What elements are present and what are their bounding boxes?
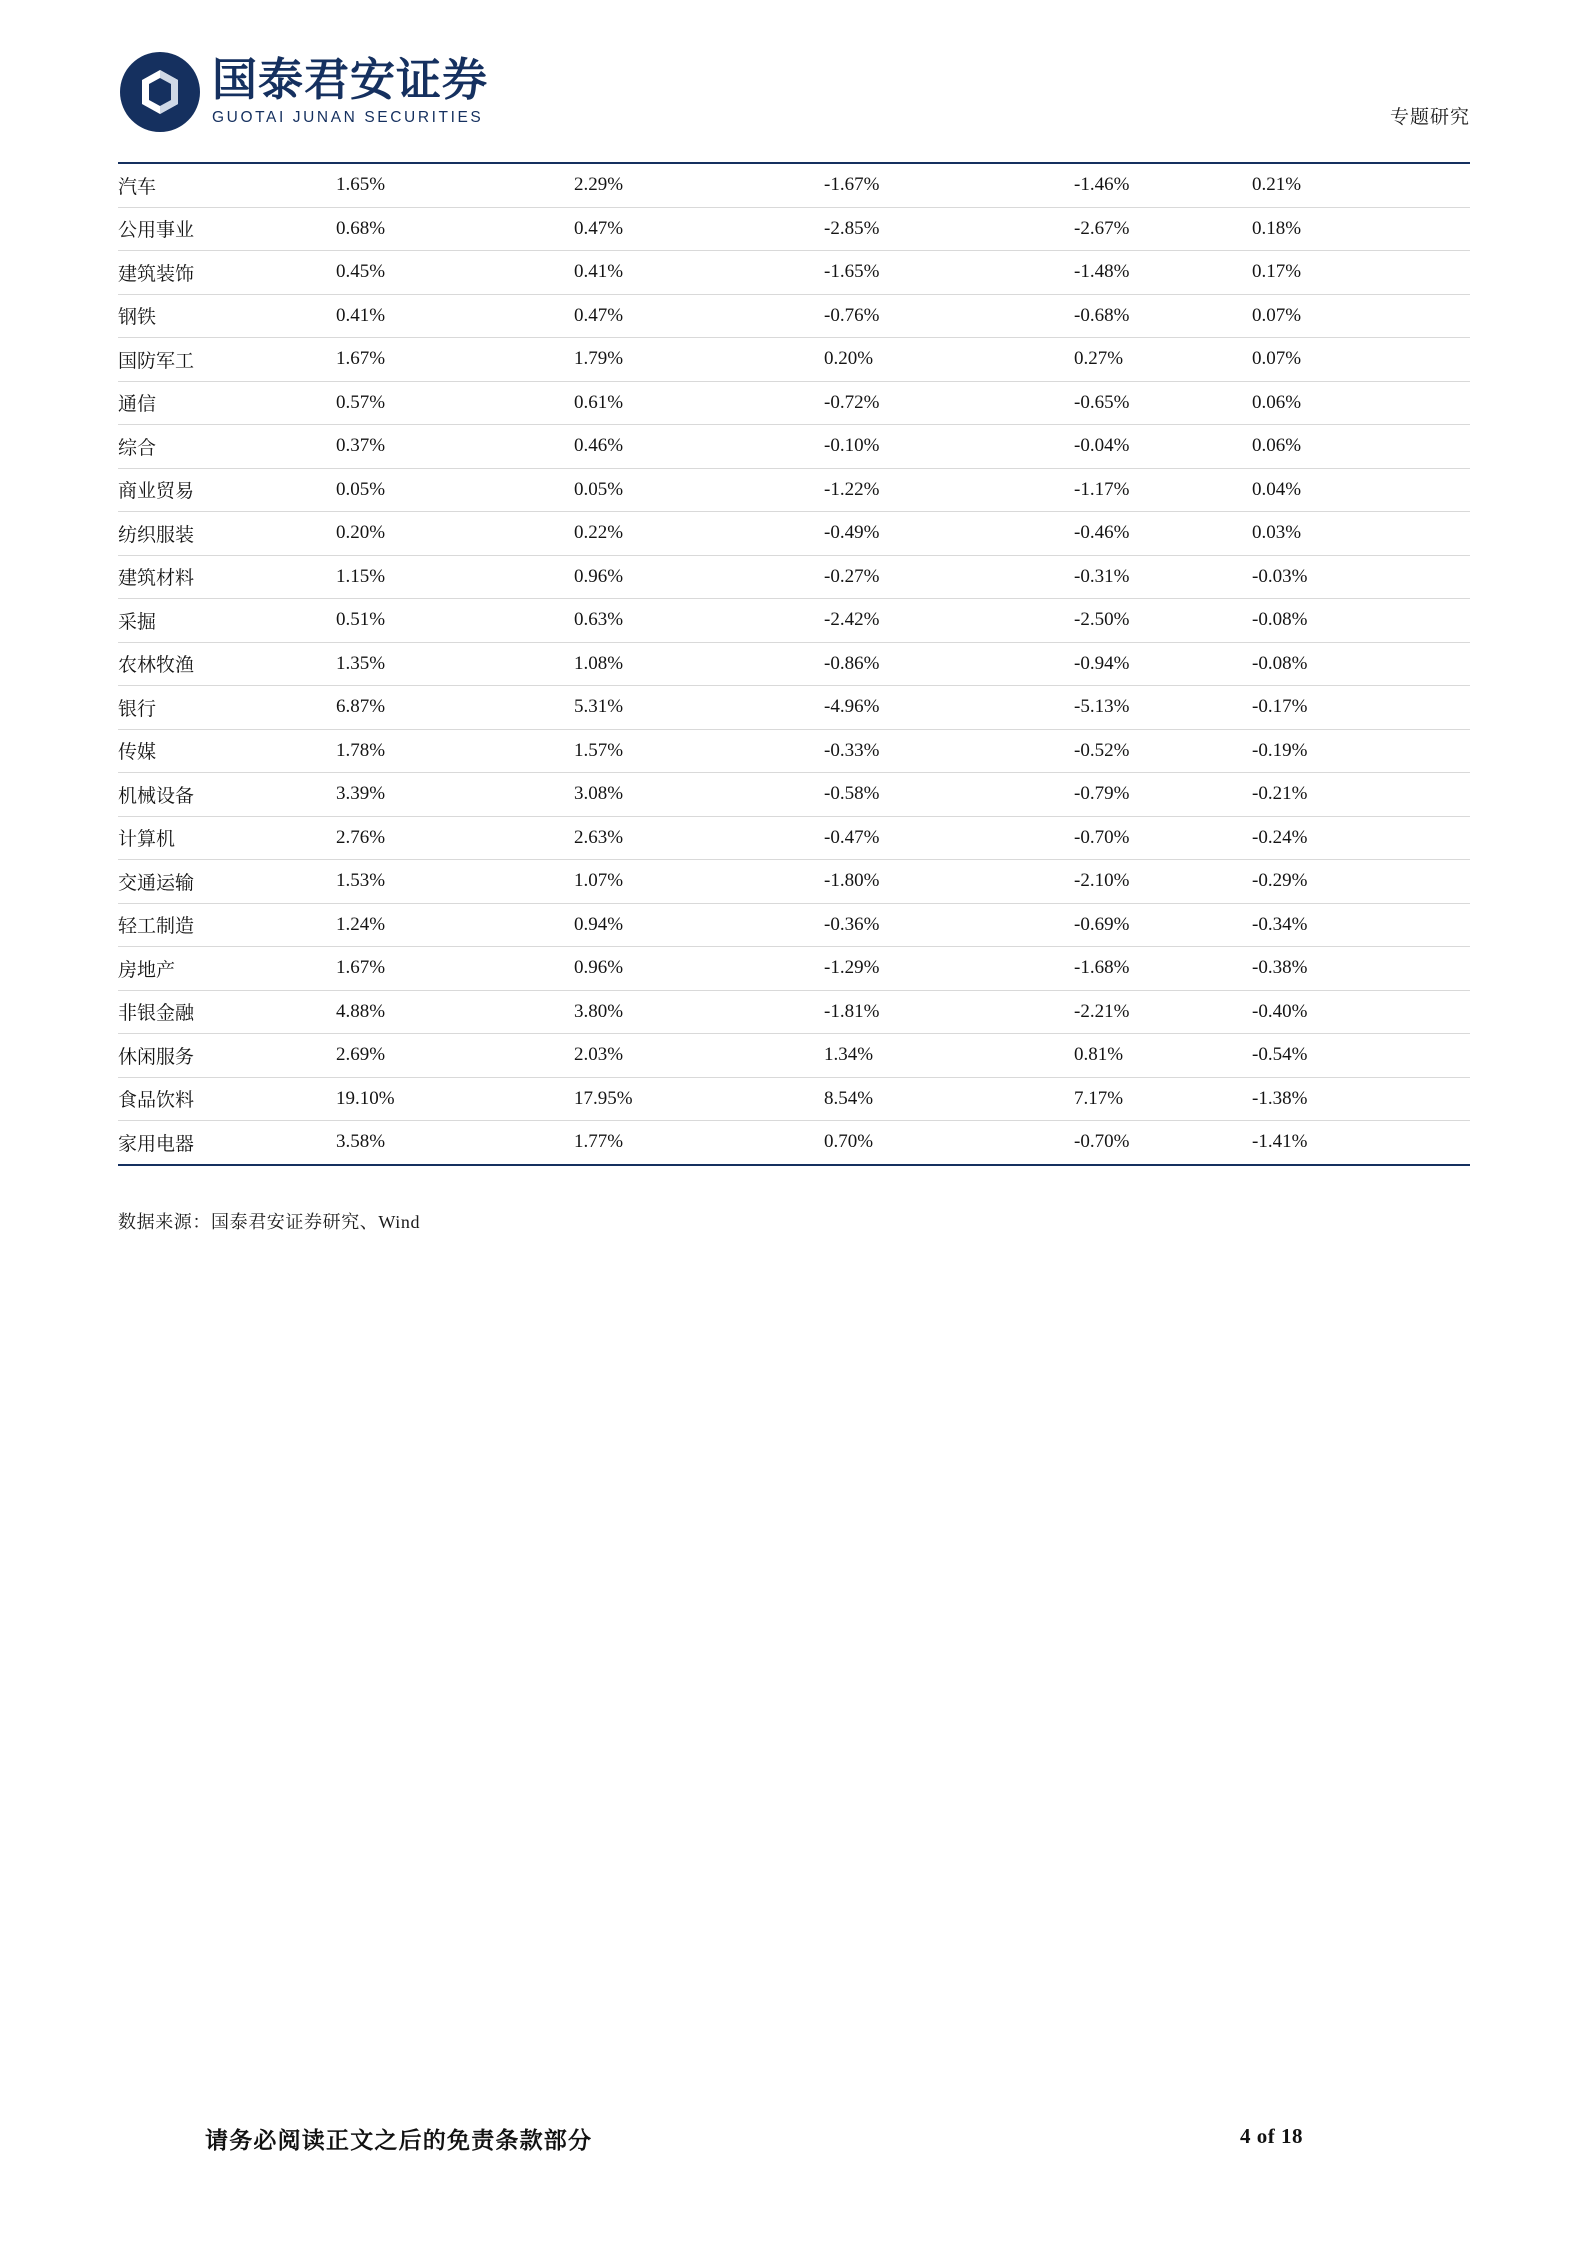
cell-value-1: 1.24% xyxy=(336,903,574,947)
cell-value-4: -0.69% xyxy=(1074,903,1252,947)
cell-value-1: 19.10% xyxy=(336,1077,574,1121)
cell-value-5: 0.21% xyxy=(1252,164,1470,207)
cell-value-2: 0.41% xyxy=(574,251,824,295)
cell-category: 交通运输 xyxy=(118,860,336,904)
cell-value-4: -0.70% xyxy=(1074,816,1252,860)
cell-value-4: -2.21% xyxy=(1074,990,1252,1034)
table-row xyxy=(118,1077,1470,1121)
cell-value-4: -0.31% xyxy=(1074,555,1252,599)
cell-value-5: 0.17% xyxy=(1252,251,1470,295)
cell-value-1: 4.88% xyxy=(336,990,574,1034)
footer-disclaimer: 请务必阅读正文之后的免责条款部分 xyxy=(205,2128,593,2153)
cell-category: 银行 xyxy=(118,686,336,730)
cell-value-2: 2.29% xyxy=(574,164,824,207)
cell-value-3: -0.27% xyxy=(824,555,1074,599)
cell-category: 机械设备 xyxy=(118,773,336,817)
cell-value-3: -2.42% xyxy=(824,599,1074,643)
logo-mark-icon xyxy=(118,50,202,134)
cell-value-4: -0.65% xyxy=(1074,381,1252,425)
cell-value-3: -1.29% xyxy=(824,947,1074,991)
cell-value-3: 8.54% xyxy=(824,1077,1074,1121)
table-row xyxy=(118,164,1470,207)
table-row xyxy=(118,294,1470,338)
table-row xyxy=(118,555,1470,599)
cell-value-2: 1.77% xyxy=(574,1121,824,1165)
cell-value-3: -0.72% xyxy=(824,381,1074,425)
cell-value-5: 0.06% xyxy=(1252,425,1470,469)
cell-value-1: 1.67% xyxy=(336,947,574,991)
cell-value-4: -0.46% xyxy=(1074,512,1252,556)
cell-value-4: 7.17% xyxy=(1074,1077,1252,1121)
cell-value-3: -1.22% xyxy=(824,468,1074,512)
cell-value-3: -0.58% xyxy=(824,773,1074,817)
cell-value-4: -1.46% xyxy=(1074,164,1252,207)
cell-value-5: 0.18% xyxy=(1252,207,1470,251)
cell-value-2: 0.63% xyxy=(574,599,824,643)
cell-category: 轻工制造 xyxy=(118,903,336,947)
cell-value-3: -1.81% xyxy=(824,990,1074,1034)
table-row xyxy=(118,381,1470,425)
cell-category: 传媒 xyxy=(118,729,336,773)
cell-value-2: 1.79% xyxy=(574,338,824,382)
table-row xyxy=(118,338,1470,382)
table-row xyxy=(118,425,1470,469)
cell-category: 建筑材料 xyxy=(118,555,336,599)
header-section-label: 专题研究 xyxy=(1389,107,1470,128)
cell-value-4: -0.68% xyxy=(1074,294,1252,338)
cell-value-4: 0.81% xyxy=(1074,1034,1252,1078)
cell-value-5: 0.03% xyxy=(1252,512,1470,556)
cell-value-3: 0.70% xyxy=(824,1121,1074,1165)
cell-value-5: -1.38% xyxy=(1252,1077,1470,1121)
cell-value-1: 0.45% xyxy=(336,251,574,295)
cell-category: 商业贸易 xyxy=(118,468,336,512)
cell-value-5: -0.03% xyxy=(1252,555,1470,599)
cell-category: 钢铁 xyxy=(118,294,336,338)
cell-value-2: 2.63% xyxy=(574,816,824,860)
cell-value-4: -2.67% xyxy=(1074,207,1252,251)
cell-value-2: 1.07% xyxy=(574,860,824,904)
cell-value-4: 0.27% xyxy=(1074,338,1252,382)
cell-value-1: 0.20% xyxy=(336,512,574,556)
cell-value-3: -1.65% xyxy=(824,251,1074,295)
cell-value-1: 0.68% xyxy=(336,207,574,251)
cell-value-2: 0.96% xyxy=(574,555,824,599)
table-row xyxy=(118,773,1470,817)
cell-category: 房地产 xyxy=(118,947,336,991)
cell-value-2: 3.80% xyxy=(574,990,824,1034)
cell-value-4: -0.79% xyxy=(1074,773,1252,817)
cell-value-3: -2.85% xyxy=(824,207,1074,251)
cell-category: 综合 xyxy=(118,425,336,469)
table-row xyxy=(118,642,1470,686)
cell-value-1: 1.67% xyxy=(336,338,574,382)
cell-value-1: 6.87% xyxy=(336,686,574,730)
cell-value-5: -0.19% xyxy=(1252,729,1470,773)
cell-value-2: 0.46% xyxy=(574,425,824,469)
table-body xyxy=(118,164,1470,1165)
cell-value-5: -0.08% xyxy=(1252,599,1470,643)
cell-value-1: 3.39% xyxy=(336,773,574,817)
cell-value-3: -0.76% xyxy=(824,294,1074,338)
cell-value-5: -1.41% xyxy=(1252,1121,1470,1165)
cell-category: 汽车 xyxy=(118,164,336,207)
cell-category: 休闲服务 xyxy=(118,1034,336,1078)
cell-value-5: -0.17% xyxy=(1252,686,1470,730)
cell-value-5: -0.34% xyxy=(1252,903,1470,947)
table-row xyxy=(118,1121,1470,1165)
cell-value-1: 0.37% xyxy=(336,425,574,469)
logo-text xyxy=(212,50,488,128)
table-row xyxy=(118,903,1470,947)
cell-value-5: -0.38% xyxy=(1252,947,1470,991)
cell-value-1: 0.51% xyxy=(336,599,574,643)
cell-value-2: 1.57% xyxy=(574,729,824,773)
cell-value-3: -0.36% xyxy=(824,903,1074,947)
cell-value-3: -1.80% xyxy=(824,860,1074,904)
cell-value-4: -0.94% xyxy=(1074,642,1252,686)
cell-value-3: -0.10% xyxy=(824,425,1074,469)
cell-category: 计算机 xyxy=(118,816,336,860)
cell-value-3: -0.86% xyxy=(824,642,1074,686)
cell-value-2: 5.31% xyxy=(574,686,824,730)
cell-category: 建筑装饰 xyxy=(118,251,336,295)
cell-category: 农林牧渔 xyxy=(118,642,336,686)
table-row xyxy=(118,990,1470,1034)
cell-value-1: 0.05% xyxy=(336,468,574,512)
cell-value-1: 1.35% xyxy=(336,642,574,686)
cell-value-4: -0.04% xyxy=(1074,425,1252,469)
cell-value-5: 0.06% xyxy=(1252,381,1470,425)
cell-value-5: -0.29% xyxy=(1252,860,1470,904)
cell-value-4: -1.68% xyxy=(1074,947,1252,991)
cell-value-4: -0.70% xyxy=(1074,1121,1252,1165)
cell-value-4: -1.48% xyxy=(1074,251,1252,295)
industry-data-table xyxy=(118,164,1470,1166)
cell-value-5: -0.08% xyxy=(1252,642,1470,686)
footer-page-number: 4 of 18 xyxy=(1240,2124,1303,2148)
cell-value-5: -0.24% xyxy=(1252,816,1470,860)
table-row xyxy=(118,599,1470,643)
cell-value-4: -0.52% xyxy=(1074,729,1252,773)
cell-category: 非银金融 xyxy=(118,990,336,1034)
cell-value-2: 17.95% xyxy=(574,1077,824,1121)
cell-value-1: 1.78% xyxy=(336,729,574,773)
table-row xyxy=(118,686,1470,730)
cell-value-5: -0.54% xyxy=(1252,1034,1470,1078)
cell-value-2: 0.47% xyxy=(574,294,824,338)
logo-company-name-en: GUOTAI JUNAN SECURITIES xyxy=(212,109,484,126)
cell-value-4: -2.50% xyxy=(1074,599,1252,643)
cell-value-3: -0.33% xyxy=(824,729,1074,773)
table-row xyxy=(118,860,1470,904)
table-source-note: 数据来源：国泰君安证券研究、Wind xyxy=(118,1212,421,1232)
cell-value-2: 0.96% xyxy=(574,947,824,991)
cell-category: 食品饮料 xyxy=(118,1077,336,1121)
cell-value-1: 2.76% xyxy=(336,816,574,860)
cell-value-5: -0.40% xyxy=(1252,990,1470,1034)
table-row xyxy=(118,1034,1470,1078)
cell-category: 采掘 xyxy=(118,599,336,643)
cell-value-5: 0.07% xyxy=(1252,294,1470,338)
cell-value-3: 0.20% xyxy=(824,338,1074,382)
cell-value-5: 0.07% xyxy=(1252,338,1470,382)
cell-category: 通信 xyxy=(118,381,336,425)
cell-value-5: -0.21% xyxy=(1252,773,1470,817)
cell-value-2: 0.61% xyxy=(574,381,824,425)
cell-value-2: 0.22% xyxy=(574,512,824,556)
cell-value-3: -0.49% xyxy=(824,512,1074,556)
cell-value-2: 0.05% xyxy=(574,468,824,512)
table-row xyxy=(118,468,1470,512)
table-row xyxy=(118,947,1470,991)
cell-value-4: -1.17% xyxy=(1074,468,1252,512)
cell-category: 家用电器 xyxy=(118,1121,336,1165)
cell-value-1: 3.58% xyxy=(336,1121,574,1165)
logo-company-name-cn: 国泰君安证券 xyxy=(212,54,489,105)
cell-value-2: 0.94% xyxy=(574,903,824,947)
table-row xyxy=(118,512,1470,556)
cell-category: 纺织服装 xyxy=(118,512,336,556)
cell-value-1: 2.69% xyxy=(336,1034,574,1078)
cell-value-3: -1.67% xyxy=(824,164,1074,207)
cell-value-1: 1.65% xyxy=(336,164,574,207)
cell-value-3: 1.34% xyxy=(824,1034,1074,1078)
table-row xyxy=(118,729,1470,773)
cell-value-1: 1.15% xyxy=(336,555,574,599)
cell-value-1: 0.57% xyxy=(336,381,574,425)
table-row xyxy=(118,251,1470,295)
cell-value-2: 1.08% xyxy=(574,642,824,686)
table-row xyxy=(118,207,1470,251)
cell-category: 国防军工 xyxy=(118,338,336,382)
cell-value-3: -0.47% xyxy=(824,816,1074,860)
cell-value-3: -4.96% xyxy=(824,686,1074,730)
cell-value-1: 1.53% xyxy=(336,860,574,904)
cell-value-5: 0.04% xyxy=(1252,468,1470,512)
page-header xyxy=(118,50,1470,158)
cell-category: 公用事业 xyxy=(118,207,336,251)
cell-value-2: 0.47% xyxy=(574,207,824,251)
cell-value-1: 0.41% xyxy=(336,294,574,338)
cell-value-2: 2.03% xyxy=(574,1034,824,1078)
cell-value-4: -2.10% xyxy=(1074,860,1252,904)
company-logo xyxy=(118,50,488,134)
cell-value-4: -5.13% xyxy=(1074,686,1252,730)
cell-value-2: 3.08% xyxy=(574,773,824,817)
table-row xyxy=(118,816,1470,860)
